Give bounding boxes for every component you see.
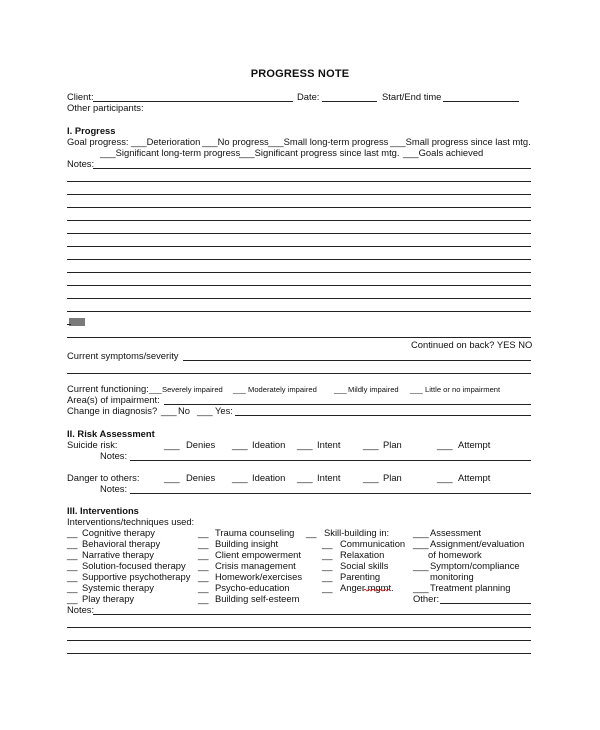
danger-notes-field[interactable] bbox=[130, 493, 531, 494]
goal-significant-since-mtg[interactable]: ___Significant progress since last mtg. bbox=[239, 147, 400, 158]
text-selection-marker bbox=[69, 318, 85, 326]
danger-others-label: Danger to others: bbox=[67, 472, 140, 483]
intervention-item[interactable]: Assessment bbox=[430, 527, 482, 538]
spellcheck-underline bbox=[363, 589, 390, 592]
intervention-item[interactable]: Assignment/evaluation bbox=[430, 538, 525, 549]
intervention-item[interactable]: Symptom/compliance bbox=[430, 560, 520, 571]
risk-heading: II. Risk Assessment bbox=[67, 428, 155, 439]
progress-note-page: PROGRESS NOTE Client: Date: Start/End time Other participants: I. Progress Goal progress: ___Deterioration ___No progress ___Small long-term progress ___Small progress since last mtg. ___Significant long-term progress ___Significant progress since last mtg. ___Goals achieved Notes: Continued on back? YES NO Current symptoms/severity Current functioning: ___ Severely impaired ___ Moderately impaired ___ Mildly impaired ___ Little or no impairment Area(s) of impairment: Change in diagnosis? ___ No ___ Yes: II. Risk Assessment Suicide risk: ___ Denies ___ Ideation ___ Intent ___ Plan ___ Attempt Notes: Danger to others: ___ Denies ___ Ideation ___ Intent ___ Plan ___ Attempt Notes: III. Interventions Interventions/techniques used: __ Cognitive therapy __ Behavioral therapy __ Narrative therapy __ Solution-focused therapy __ Supportive psychotherapy __ Systemic therapy __ Play therapy __ Trauma counseling __ Building insight __ Client empowerment __ Crisis management __ Homework/exercises __ Psycho-education __ Building self-esteem __ Skill-building in: __ Communication __ Relaxation __ Social skills __ Parenting __ Anger mgmt. ___ Assessment ___ Assignment/evaluation of homework ___ Symptom/compliance monitoring ___ Treatment planning Other: Notes: bbox=[0, 0, 600, 730]
goal-progress-label: Goal progress: bbox=[67, 136, 129, 147]
intervention-item[interactable]: Treatment planning bbox=[430, 582, 511, 593]
intervention-item[interactable]: Systemic therapy bbox=[82, 582, 154, 593]
intervention-item[interactable]: Social skills bbox=[340, 560, 389, 571]
suicide-risk-label: Suicide risk: bbox=[67, 439, 118, 450]
intervention-item: of homework bbox=[428, 549, 482, 560]
suicide-attempt[interactable]: Attempt bbox=[458, 439, 491, 450]
intervention-item[interactable]: Crisis management bbox=[215, 560, 296, 571]
date-label: Date: bbox=[297, 91, 320, 102]
intervention-item[interactable]: Psycho-education bbox=[215, 582, 290, 593]
danger-denies[interactable]: Denies bbox=[186, 472, 216, 483]
interventions-heading: III. Interventions bbox=[67, 505, 139, 516]
progress-notes-label: Notes: bbox=[67, 158, 95, 169]
intervention-item: monitoring bbox=[430, 571, 474, 582]
suicide-notes-label: Notes: bbox=[100, 450, 128, 461]
change-diagnosis-label: Change in diagnosis? bbox=[67, 405, 158, 416]
diagnosis-yes-field[interactable] bbox=[235, 415, 531, 416]
areas-label: Area(s) of impairment: bbox=[67, 394, 160, 405]
danger-plan[interactable]: Plan bbox=[383, 472, 402, 483]
symptoms-field[interactable] bbox=[183, 360, 531, 361]
suicide-notes-field[interactable] bbox=[130, 460, 531, 461]
intervention-item[interactable]: Parenting bbox=[340, 571, 381, 582]
symptoms-label: Current symptoms/severity bbox=[67, 350, 179, 361]
intervention-item[interactable]: Cognitive therapy bbox=[82, 527, 155, 538]
intervention-item[interactable]: Behavioral therapy bbox=[82, 538, 161, 549]
intervention-item[interactable]: Skill-building in: bbox=[324, 527, 390, 538]
intervention-item[interactable]: Solution-focused therapy bbox=[82, 560, 186, 571]
start-end-label: Start/End time bbox=[382, 91, 442, 102]
continued-on-back[interactable]: Continued on back? YES NO bbox=[411, 339, 533, 350]
danger-notes-label: Notes: bbox=[100, 483, 128, 494]
intervention-item[interactable]: Homework/exercises bbox=[215, 571, 303, 582]
intervention-item[interactable]: Communication bbox=[340, 538, 406, 549]
goal-small-since-mtg[interactable]: ___Small progress since last mtg. bbox=[390, 136, 531, 147]
other-participants-label: Other participants: bbox=[67, 102, 144, 113]
date-field[interactable] bbox=[322, 101, 377, 102]
interventions-used-label: Interventions/techniques used: bbox=[67, 516, 195, 527]
danger-intent[interactable]: Intent bbox=[317, 472, 341, 483]
goal-small-longterm[interactable]: ___Small long-term progress bbox=[268, 136, 389, 147]
suicide-ideation[interactable]: Ideation bbox=[252, 439, 286, 450]
form-title: PROGRESS NOTE bbox=[250, 68, 350, 80]
diagnosis-no[interactable]: No bbox=[178, 405, 190, 416]
intervention-item[interactable]: Anger mgmt. bbox=[340, 582, 394, 593]
func-mildly[interactable]: Mildly impaired bbox=[348, 385, 399, 394]
intervention-item: Other: bbox=[413, 593, 440, 604]
start-end-field[interactable] bbox=[443, 101, 519, 102]
intervention-item[interactable]: Narrative therapy bbox=[82, 549, 154, 560]
client-label: Client: bbox=[67, 91, 94, 102]
danger-ideation[interactable]: Ideation bbox=[252, 472, 286, 483]
progress-heading: I. Progress bbox=[67, 125, 116, 136]
suicide-intent[interactable]: Intent bbox=[317, 439, 341, 450]
symptoms-field-2[interactable] bbox=[67, 373, 531, 374]
intervention-item[interactable]: Building insight bbox=[215, 538, 279, 549]
func-little-none[interactable]: Little or no impairment bbox=[425, 385, 501, 394]
intervention-item[interactable]: Client empowerment bbox=[215, 549, 301, 560]
goal-deterioration[interactable]: ___Deterioration bbox=[131, 136, 201, 147]
diagnosis-yes[interactable]: Yes: bbox=[215, 405, 233, 416]
goal-achieved[interactable]: ___Goals achieved bbox=[403, 147, 484, 158]
suicide-denies[interactable]: Denies bbox=[186, 439, 216, 450]
functioning-label: Current functioning: bbox=[67, 383, 149, 394]
suicide-plan[interactable]: Plan bbox=[383, 439, 402, 450]
intervention-item[interactable]: Play therapy bbox=[82, 593, 135, 604]
intervention-item[interactable]: Supportive psychotherapy bbox=[82, 571, 191, 582]
other-field[interactable] bbox=[440, 603, 531, 604]
intervention-item[interactable]: Trauma counseling bbox=[215, 527, 295, 538]
interventions-notes-label: Notes: bbox=[67, 604, 95, 615]
func-moderately[interactable]: Moderately impaired bbox=[248, 385, 317, 394]
danger-attempt[interactable]: Attempt bbox=[458, 472, 491, 483]
goal-no-progress[interactable]: ___No progress bbox=[202, 136, 269, 147]
intervention-item[interactable]: Building self-esteem bbox=[215, 593, 300, 604]
intervention-item[interactable]: Relaxation bbox=[340, 549, 385, 560]
func-severely[interactable]: Severely impaired bbox=[162, 385, 223, 394]
goal-significant-longterm[interactable]: ___Significant long-term progress bbox=[100, 147, 241, 158]
